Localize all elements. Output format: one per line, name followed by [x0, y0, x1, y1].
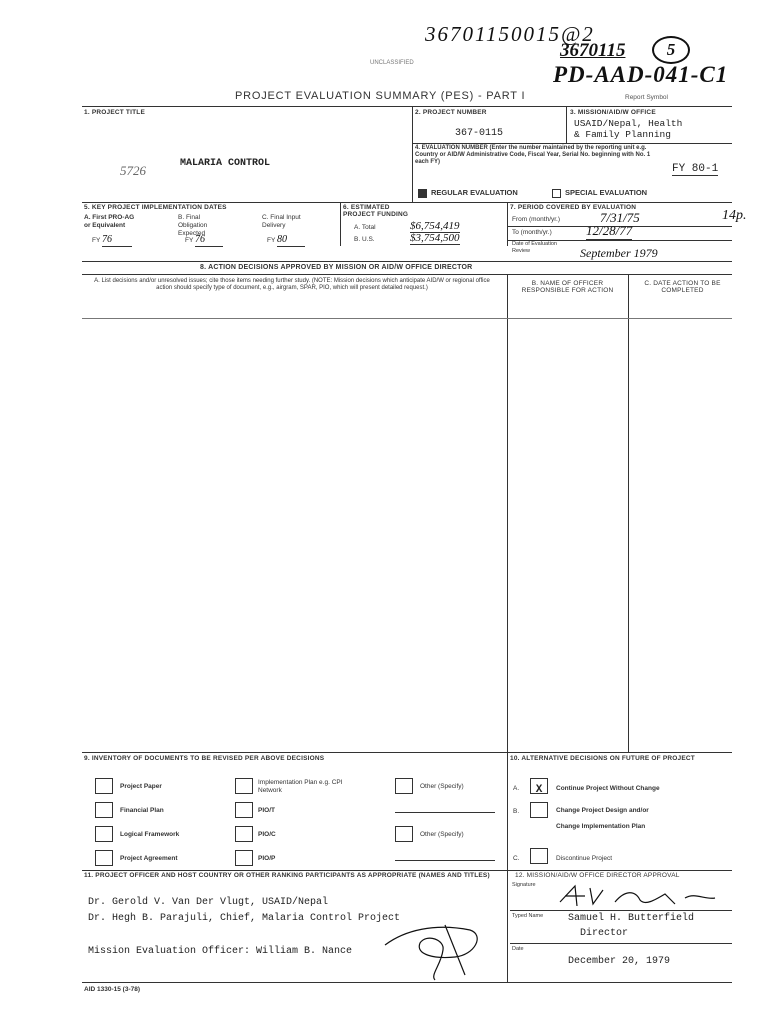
- typed-name-value: Samuel H. Butterfield: [568, 913, 695, 924]
- action-decisions-body[interactable]: [83, 320, 506, 750]
- special-eval-checkbox[interactable]: [552, 189, 561, 198]
- action-decisions-instructions: A. List decisions and/or unresolved issues; cite those items needing further study. (NOTE: Mission decisions which anticipate AID/W or regional office action should specify type of document, e.g., airgram, SPAR, PIO, which will present detailed request.): [94, 278, 490, 292]
- eval-number-value: FY 80-1: [672, 163, 719, 175]
- checkbox-financial-plan[interactable]: [95, 802, 113, 818]
- rule-above-5: [82, 202, 732, 203]
- key-dates-label: 5. KEY PROJECT IMPLEMENTATION DATES: [84, 204, 227, 211]
- inventory-label: 9. INVENTORY OF DOCUMENTS TO BE REVISED PER ABOVE DECISIONS: [84, 755, 325, 762]
- mission-office-line2: & Family Planning: [574, 129, 671, 140]
- form-number-footer: AID 1330-15 (3-78): [84, 986, 140, 993]
- funding-total-label: A. Total: [354, 224, 376, 231]
- label-project-agreement: Project Agreement: [120, 855, 178, 862]
- period-from-label: From (month/yr.): [512, 216, 561, 223]
- label-other-2: Other (Specify): [420, 831, 464, 838]
- margin-note: 14p.: [722, 208, 747, 223]
- label-pio-t: PIO/T: [258, 807, 275, 814]
- funding-us-value: $3,754,500: [410, 232, 460, 244]
- regular-eval-label: REGULAR EVALUATION: [431, 188, 518, 197]
- handwritten-id: 3670115: [560, 40, 626, 61]
- key-date-a-fy-value: 76: [102, 234, 132, 247]
- key-date-c-label: C. Final Input Delivery: [262, 214, 301, 229]
- alt-b-letter: B.: [513, 808, 520, 815]
- period-to-label: To (month/yr.): [512, 229, 552, 236]
- checkbox-other-2[interactable]: [395, 826, 413, 842]
- signature-line: [510, 910, 732, 911]
- form-title: PROJECT EVALUATION SUMMARY (PES) - PART I: [235, 90, 526, 102]
- label-project-paper: Project Paper: [120, 783, 162, 790]
- eval-number-label: 4. EVALUATION NUMBER (Enter the number maintained by the reporting unit e.g. Country or AID/W Administrative Code, Fiscal Year, Serial No. beginning with No. 1 each FY): [415, 145, 651, 166]
- participant-line-1: Dr. Gerold V. Van Der Vlugt, USAID/Nepal: [88, 897, 329, 908]
- action-col-divider-1: [507, 274, 508, 752]
- report-symbol: Report Symbol: [625, 94, 668, 101]
- continue-project-mark: X: [535, 784, 543, 796]
- label-other-1: Other (Specify): [420, 783, 464, 790]
- key-date-c-fy: [267, 234, 305, 247]
- circled-number: [652, 36, 690, 64]
- form-bottom-rule: [82, 982, 732, 983]
- rule-above-9: [82, 752, 732, 753]
- document-code: PD-AAD-041-C1: [553, 62, 729, 87]
- key-date-a-fy-prefix: FY: [92, 237, 101, 244]
- key-date-b-fy-value: 76: [195, 234, 223, 247]
- form-top-rule: [82, 106, 732, 107]
- special-eval-option[interactable]: [552, 188, 647, 198]
- key-date-a-label: A. First PRO-AG or Equivalent: [84, 214, 135, 229]
- typed-name-label: Typed Name: [512, 913, 544, 919]
- key-date-b-label: B. Final Obligation Expected: [178, 214, 208, 237]
- checkbox-continue-project[interactable]: [530, 778, 548, 794]
- alternative-decisions-label: 10. ALTERNATIVE DECISIONS ON FUTURE OF PROJECT: [510, 755, 695, 762]
- rule-under-8-header: [82, 274, 732, 275]
- mission-office-line1: USAID/Nepal, Health: [574, 118, 683, 129]
- officer-responsible-label: B. NAME OF OFFICER RESPONSIBLE FOR ACTION: [521, 280, 614, 295]
- key-date-a-fy: [92, 234, 132, 247]
- divider-11-12: [507, 870, 508, 982]
- checkbox-other-1[interactable]: [395, 778, 413, 794]
- checkbox-change-project[interactable]: [530, 802, 548, 818]
- funding-label: 6. ESTIMATED PROJECT FUNDING: [343, 204, 409, 219]
- director-approval-label: 12. MISSION/AID/W OFFICE DIRECTOR APPROVAL: [515, 872, 680, 879]
- label-discontinue-project: Discontinue Project: [556, 855, 612, 862]
- director-title-value: Director: [580, 928, 629, 939]
- participant-signature: [375, 905, 500, 985]
- label-logical-framework: Logical Framework: [120, 831, 180, 838]
- checkbox-project-agreement[interactable]: [95, 850, 113, 866]
- handwritten-number: 36701150015@2: [425, 22, 595, 46]
- label-implementation-plan: Implementation Plan e.g. CPI Network: [258, 779, 343, 794]
- checkbox-pio-t[interactable]: [235, 802, 253, 818]
- label-financial-plan: Financial Plan: [120, 807, 164, 814]
- project-number-label: 2. PROJECT NUMBER: [415, 109, 487, 116]
- director-signature: [555, 880, 725, 912]
- checkbox-pio-p[interactable]: [235, 850, 253, 866]
- label-pio-p: PIO/P: [258, 855, 276, 862]
- divider-1-2: [412, 106, 413, 202]
- approval-date-value: December 20, 1979: [568, 956, 671, 967]
- label-change-implementation: Change Implementation Plan: [556, 823, 646, 830]
- project-number-value: 367-0115: [455, 128, 504, 139]
- divider-5-6: [340, 202, 341, 246]
- checkbox-implementation-plan[interactable]: [235, 778, 253, 794]
- funding-us-label: B. U.S.: [354, 236, 375, 243]
- rule-under-8-columns: [82, 318, 732, 319]
- period-review-label: Date of Evaluation Review: [512, 241, 557, 254]
- date-label: Date: [512, 946, 524, 952]
- key-date-c-fy-prefix: FY: [267, 237, 276, 244]
- divider-2-3: [566, 106, 567, 143]
- key-date-c-fy-value: 80: [277, 234, 305, 247]
- participant-line-2: Dr. Hegh B. Parajuli, Chief, Malaria Control Project: [88, 913, 401, 924]
- name-line: [510, 943, 732, 944]
- period-covered-label: 7. PERIOD COVERED BY EVALUATION: [510, 204, 637, 211]
- divider-9-10: [507, 752, 508, 870]
- rule-above-8: [82, 261, 732, 262]
- project-title-value: MALARIA CONTROL: [180, 158, 271, 169]
- label-change-design: Change Project Design and/or: [556, 807, 649, 814]
- project-title-stamp: 5726: [120, 163, 146, 178]
- key-date-b-fy-prefix: FY: [185, 237, 194, 244]
- checkbox-pio-c[interactable]: [235, 826, 253, 842]
- participant-line-3: Mission Evaluation Officer: William B. Nance: [88, 946, 353, 957]
- key-date-b-fy: [185, 234, 223, 247]
- regular-eval-option[interactable]: [418, 188, 518, 198]
- signature-label: Signature: [512, 882, 536, 888]
- period-from-value: 7/31/75: [600, 210, 640, 225]
- regular-eval-checkbox[interactable]: [418, 189, 427, 198]
- funding-total-value: $6,754,419: [410, 220, 460, 232]
- alt-c-letter: C.: [513, 855, 520, 862]
- checkbox-discontinue-project[interactable]: [530, 848, 548, 864]
- participants-label: 11. PROJECT OFFICER AND HOST COUNTRY OR OTHER RANKING PARTICIPANTS AS APPROPRIATE (NAMES AND TITLES): [84, 872, 490, 879]
- classification-stamp: UNCLASSIFIED: [370, 60, 414, 66]
- project-title-label: 1. PROJECT TITLE: [84, 109, 145, 116]
- other-2-line: [395, 860, 495, 861]
- rule-under-2-3: [412, 143, 732, 144]
- period-review-value: September 1979: [580, 246, 658, 260]
- date-completed-label: C. DATE ACTION TO BE COMPLETED: [644, 280, 721, 295]
- checkbox-logical-framework[interactable]: [95, 826, 113, 842]
- label-pio-c: PIO/C: [258, 831, 276, 838]
- special-eval-label: SPECIAL EVALUATION: [565, 188, 648, 197]
- rule-above-11: [82, 870, 732, 871]
- action-col-divider-2: [628, 274, 629, 752]
- alt-a-letter: A.: [513, 785, 520, 792]
- mission-office-label: 3. MISSION/AID/W OFFICE: [570, 109, 656, 116]
- checkbox-project-paper[interactable]: [95, 778, 113, 794]
- other-1-line: [395, 812, 495, 813]
- label-continue-project: Continue Project Without Change: [556, 785, 660, 792]
- action-decisions-header: 8. ACTION DECISIONS APPROVED BY MISSION OR AID/W OFFICE DIRECTOR: [200, 264, 473, 271]
- period-to-value: 12/28/77: [586, 223, 633, 238]
- circled-number-text: 5: [666, 40, 676, 59]
